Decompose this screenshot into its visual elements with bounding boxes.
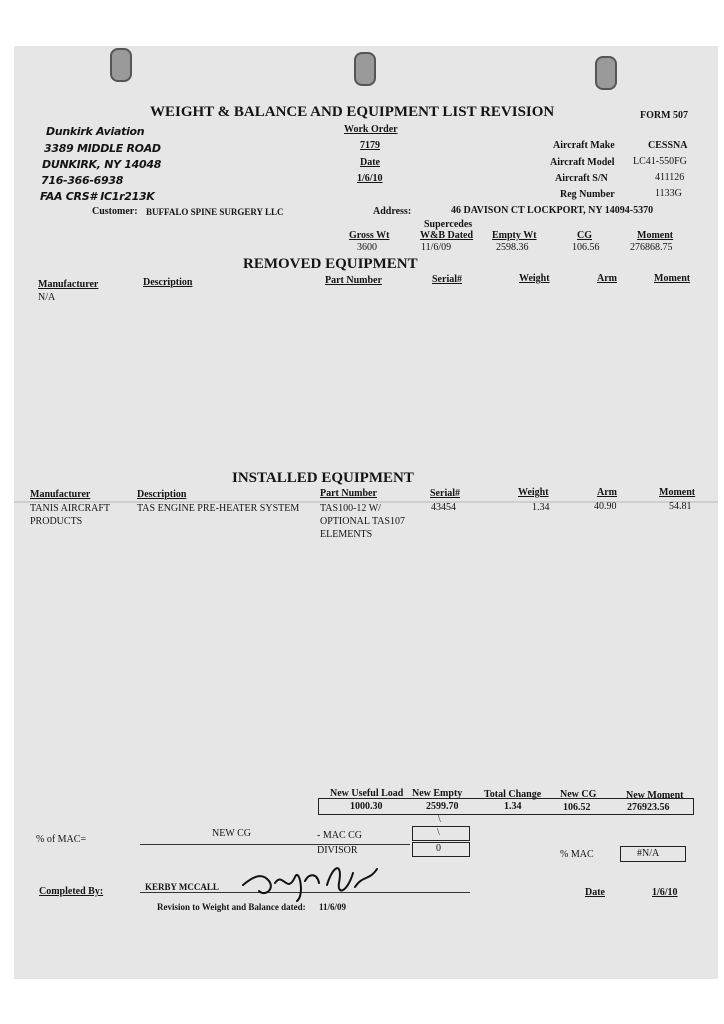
removed-row-manufacturer: N/A [38, 292, 56, 303]
signature [235, 855, 385, 905]
installed-equipment-title: INSTALLED EQUIPMENT [232, 470, 414, 486]
customer-address: 46 DAVISON CT LOCKPORT, NY 14094-5370 [451, 205, 654, 216]
installed-col-weight: Weight [518, 487, 549, 498]
aircraft-make: CESSNA [648, 140, 688, 151]
cg-value: 106.56 [572, 242, 600, 253]
installed-manufacturer-line2: PRODUCTS [30, 516, 83, 527]
installed-col-arm: Arm [597, 487, 617, 498]
removed-col-arm: Arm [597, 273, 617, 284]
installed-manufacturer-line1: TANIS AIRCRAFT [30, 503, 111, 514]
mac-cg-value: \ [437, 827, 440, 838]
new-empty-label: New Empty [412, 788, 463, 799]
new-empty: 2599.70 [426, 801, 459, 812]
aircraft-model-label: Aircraft Model [550, 157, 615, 168]
date-value: 1/6/10 [357, 173, 383, 184]
pct-of-mac-label: % of MAC= [36, 834, 87, 845]
work-order-label: Work Order [344, 124, 398, 135]
removed-col-moment: Moment [654, 273, 691, 284]
empty-wt-label: Empty Wt [492, 230, 537, 241]
new-useful-load: 1000.30 [350, 801, 383, 812]
aircraft-make-label: Aircraft Make [553, 140, 615, 151]
footer-date: 1/6/10 [652, 887, 678, 898]
removed-col-part: Part Number [325, 275, 382, 286]
new-cg-label: New CG [560, 789, 597, 800]
removed-col-description: Description [143, 277, 193, 288]
reg-number-label: Reg Number [560, 189, 615, 200]
binder-ring-left [110, 48, 132, 82]
customer-label: Customer: [92, 206, 138, 217]
form-title: WEIGHT & BALANCE AND EQUIPMENT LIST REVISION [150, 104, 555, 120]
wb-dated: 11/6/09 [421, 242, 452, 253]
mac-cg-box [412, 826, 470, 841]
pct-mac-label: % MAC [560, 849, 594, 860]
removed-col-serial: Serial# [432, 274, 462, 285]
completed-by-label: Completed By: [39, 886, 104, 897]
address-label: Address: [373, 206, 412, 217]
new-cg: 106.52 [563, 802, 591, 813]
gross-wt-label: Gross Wt [349, 230, 390, 241]
installed-col-description: Description [137, 489, 187, 500]
company-phone: 716-366-6938 [41, 174, 124, 187]
installed-col-serial: Serial# [430, 488, 460, 499]
supersedes-label: Supercedes [424, 219, 473, 230]
installed-part-line3: ELEMENTS [320, 529, 373, 540]
installed-col-moment: Moment [659, 487, 696, 498]
installed-weight: 1.34 [532, 502, 550, 513]
reg-number: 1133G [655, 188, 682, 199]
work-order-value: 7179 [360, 140, 380, 151]
completed-by-name: KERBY MCCALL [145, 882, 219, 892]
moment-label: Moment [637, 230, 674, 241]
removed-col-weight: Weight [519, 273, 550, 284]
installed-part-line2: OPTIONAL TAS107 [320, 516, 406, 527]
mac-new-cg-label: NEW CG [212, 828, 251, 839]
installed-moment: 54.81 [669, 501, 692, 512]
removed-col-manufacturer: Manufacturer [38, 279, 99, 290]
aircraft-sn-label: Aircraft S/N [555, 173, 608, 184]
installed-col-part: Part Number [320, 488, 377, 499]
wb-dated-label: W&B Dated [420, 230, 474, 241]
binder-ring-right [595, 56, 617, 90]
mac-divider-line [140, 844, 410, 845]
installed-col-manufacturer: Manufacturer [30, 489, 91, 500]
cg-label: CG [577, 230, 592, 241]
new-moment: 276923.56 [627, 802, 670, 813]
removed-equipment-title: REMOVED EQUIPMENT [243, 256, 418, 272]
revision-label: Revision to Weight and Balance dated: [157, 902, 306, 912]
new-useful-load-label: New Useful Load [330, 788, 404, 799]
installed-description: TAS ENGINE PRE-HEATER SYSTEM [137, 503, 300, 514]
empty-wt: 2598.36 [496, 242, 529, 253]
total-change: 1.34 [504, 801, 522, 812]
gross-wt: 3600 [357, 242, 377, 253]
installed-arm: 40.90 [594, 501, 617, 512]
total-change-label: Total Change [484, 789, 542, 800]
mac-tick-mark: \ [438, 814, 441, 825]
moment-value: 276868.75 [630, 242, 673, 253]
installed-part-line1: TAS100-12 W/ [320, 503, 381, 514]
revision-date: 11/6/09 [319, 902, 347, 912]
new-moment-label: New Moment [626, 790, 684, 801]
aircraft-sn: 411126 [655, 172, 685, 183]
company-name: Dunkirk Aviation [46, 125, 145, 138]
company-city: DUNKIRK, NY 14048 [42, 158, 162, 171]
divisor-value: 0 [436, 843, 441, 854]
installed-serial: 43454 [431, 502, 456, 513]
divisor-label: DIVISOR [317, 845, 358, 856]
company-crs: FAA CRS# IC1r213K [40, 190, 155, 203]
binder-ring-center [354, 52, 376, 86]
date-label: Date [360, 157, 380, 168]
pct-mac-value: #N/A [637, 848, 660, 859]
mac-cg-label: - MAC CG [317, 830, 363, 841]
customer-name: BUFFALO SPINE SURGERY LLC [146, 207, 284, 217]
footer-date-label: Date [585, 887, 605, 898]
divisor-box [412, 842, 470, 857]
aircraft-model: LC41-550FG [633, 156, 687, 167]
company-street: 3389 MIDDLE ROAD [44, 142, 161, 155]
form-number: FORM 507 [640, 110, 689, 121]
